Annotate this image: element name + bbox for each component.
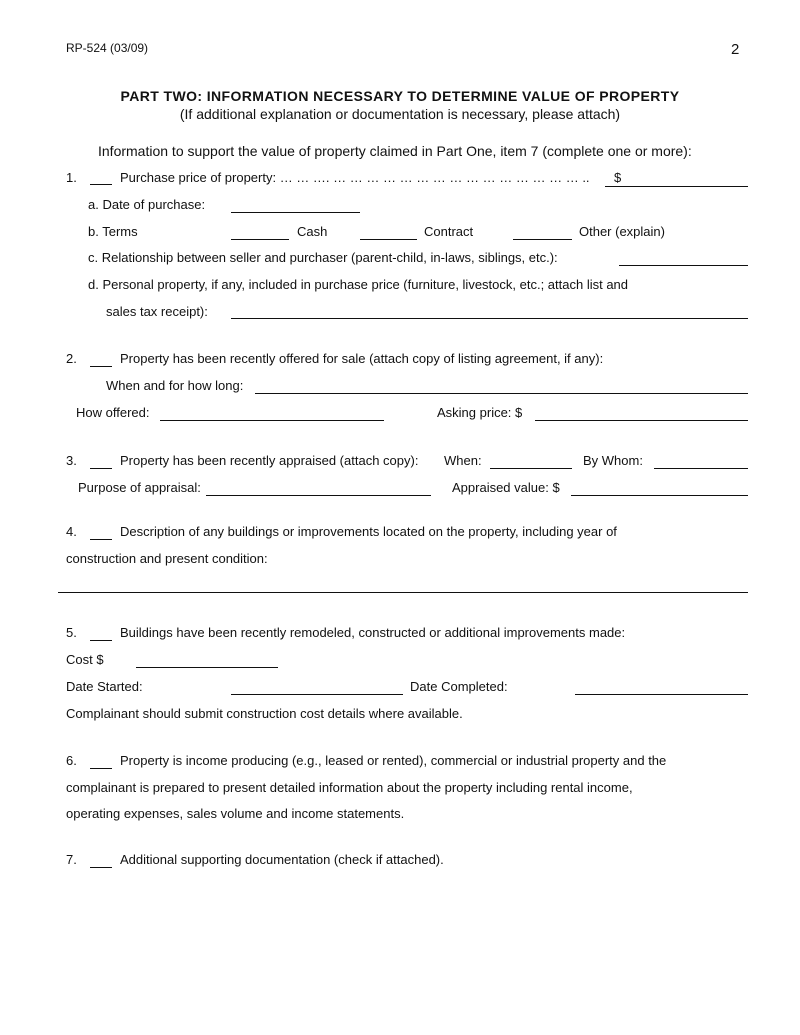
- intro-text: Information to support the value of property claimed in Part One, item 7 (complete one or more):: [98, 143, 692, 159]
- how-offered-field[interactable]: [160, 420, 384, 421]
- asking-price-field[interactable]: [535, 420, 748, 421]
- item5-label: Buildings have been recently remodeled, constructed or additional improvements made:: [120, 625, 626, 640]
- appraisal-by-whom-field[interactable]: [654, 468, 748, 469]
- item1c-label: c. Relationship between seller and purchaser (parent-child, in-laws, siblings, etc.):: [88, 250, 558, 265]
- item4-number: 4.: [66, 524, 77, 539]
- date-started-field[interactable]: [231, 694, 403, 695]
- terms-contract-label: Contract: [424, 224, 474, 239]
- cost-label: Cost $: [66, 652, 104, 667]
- purchase-price-field[interactable]: [605, 186, 748, 187]
- terms-other-label: Other (explain): [579, 224, 665, 239]
- purpose-label: Purpose of appraisal:: [78, 480, 201, 495]
- item2-number: 2.: [66, 351, 77, 366]
- page-subtitle: (If additional explanation or documentation is necessary, please attach): [179, 106, 621, 122]
- item1-dollar-sign: $: [614, 170, 622, 185]
- date-completed-label: Date Completed:: [410, 679, 508, 694]
- appraisal-by-whom-label: By Whom:: [583, 453, 643, 468]
- item1-label: Purchase price of property: … … …. … … … … … … … … … … … … … … … ..: [120, 170, 590, 185]
- item3-number: 3.: [66, 453, 77, 468]
- terms-cash-checkbox[interactable]: [231, 239, 289, 240]
- item7-checkbox[interactable]: [90, 867, 112, 868]
- personal-property-field[interactable]: [231, 318, 748, 319]
- item6-label-cont2: operating expenses, sales volume and income statements.: [66, 806, 405, 821]
- item4-label-cont: construction and present condition:: [66, 551, 268, 566]
- date-completed-field[interactable]: [575, 694, 748, 695]
- item1-number: 1.: [66, 170, 77, 185]
- terms-cash-label: Cash: [297, 224, 328, 239]
- date-of-purchase-field[interactable]: [231, 212, 360, 213]
- item6-checkbox[interactable]: [90, 768, 112, 769]
- item6-label-cont: complainant is prepared to present detailed information about the property including rental income,: [66, 780, 633, 795]
- item7-label: Additional supporting documentation (check if attached).: [120, 852, 444, 867]
- item3-label: Property has been recently appraised (attach copy):: [120, 453, 419, 468]
- item2-checkbox[interactable]: [90, 366, 112, 367]
- item2-label: Property has been recently offered for sale (attach copy of listing agreement, if any):: [120, 351, 604, 366]
- item6-number: 6.: [66, 753, 77, 768]
- appraised-value-label: Appraised value: $: [452, 480, 560, 495]
- item3-checkbox[interactable]: [90, 468, 112, 469]
- item1b-label: b. Terms: [88, 224, 138, 239]
- item6-label: Property is income producing (e.g., leased or rented), commercial or industrial property and the: [120, 753, 667, 768]
- appraisal-when-field[interactable]: [490, 468, 572, 469]
- relationship-field[interactable]: [619, 265, 748, 266]
- item1a-label: a. Date of purchase:: [88, 197, 206, 212]
- when-how-long-label: When and for how long:: [106, 378, 244, 393]
- page-number: 2: [731, 41, 740, 58]
- construction-cost-note: Complainant should submit construction cost details where available.: [66, 706, 463, 721]
- appraisal-when-label: When:: [444, 453, 482, 468]
- item7-number: 7.: [66, 852, 77, 867]
- how-offered-label: How offered:: [76, 405, 150, 420]
- asking-price-label: Asking price: $: [437, 405, 523, 420]
- item4-checkbox[interactable]: [90, 539, 112, 540]
- when-how-long-field[interactable]: [255, 393, 748, 394]
- purpose-field[interactable]: [206, 495, 431, 496]
- item1d-label: d. Personal property, if any, included in purchase price (furniture, livestock, etc.; attach list and: [88, 277, 629, 292]
- item1d-label-cont: sales tax receipt):: [106, 304, 208, 319]
- item1-checkbox[interactable]: [90, 184, 112, 185]
- description-field[interactable]: [58, 592, 748, 593]
- cost-field[interactable]: [136, 667, 278, 668]
- date-started-label: Date Started:: [66, 679, 143, 694]
- form-code: RP-524 (03/09): [66, 41, 149, 55]
- terms-contract-checkbox[interactable]: [360, 239, 417, 240]
- appraised-value-field[interactable]: [571, 495, 748, 496]
- terms-other-checkbox[interactable]: [513, 239, 572, 240]
- item5-number: 5.: [66, 625, 77, 640]
- page-title: PART TWO: INFORMATION NECESSARY TO DETERMINE VALUE OF PROPERTY: [120, 88, 680, 104]
- item5-checkbox[interactable]: [90, 640, 112, 641]
- item4-label: Description of any buildings or improvements located on the property, including year of: [120, 524, 617, 539]
